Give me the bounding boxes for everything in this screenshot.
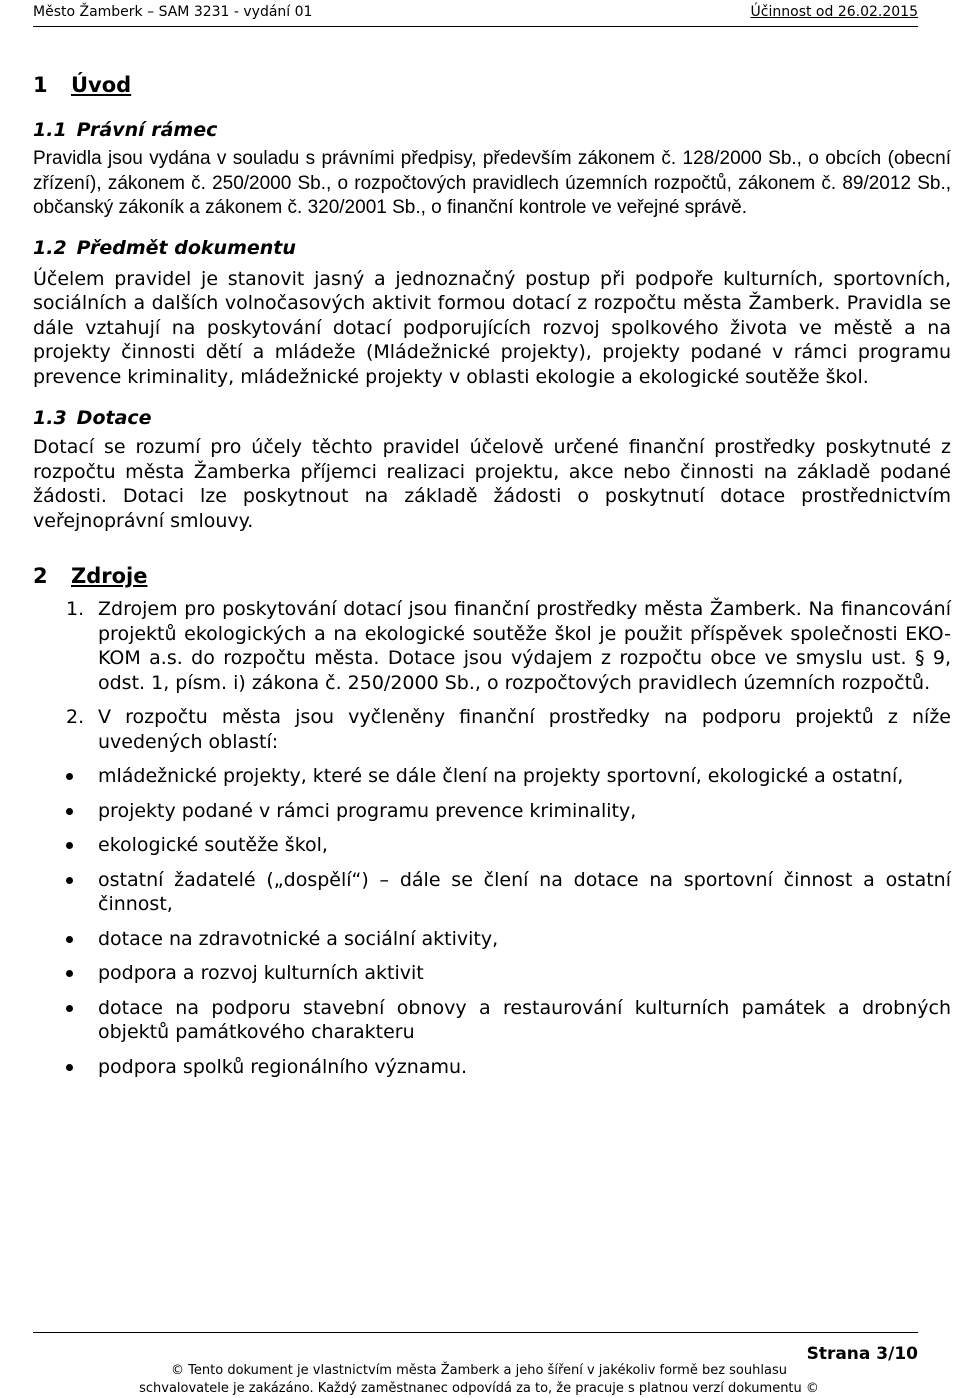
list-number: 1. <box>66 598 85 620</box>
subsection-number: 1.3 <box>33 407 67 429</box>
header-effective-date: Účinnost od 26.02.2015 <box>750 4 918 20</box>
list-text: Zdrojem pro poskytování dotací jsou finanční prostředky města Žamberk. Na financování projektů ekologických a na ekologické soutěže škol je použit příspěvek společnosti EKO-KOM a.s. do rozpočtu města. Dotace jsou výdajem z rozpočtu obce ve smyslu ust. § 9, odst. 1, písm. i) zákona č. 250/2000 Sb., o rozpočtových pravidlech územních rozpočtů. <box>98 598 951 694</box>
header-document-id: Město Žamberk – SAM 3231 - vydání 01 <box>33 4 313 20</box>
subsection-number: 1.2 <box>33 236 67 259</box>
list-item <box>33 833 951 858</box>
section-number: 2 <box>33 564 48 588</box>
bullet-icon <box>66 808 73 815</box>
list-item <box>33 868 951 917</box>
bullet-icon <box>66 1005 73 1012</box>
bullet-icon <box>66 1064 73 1071</box>
copyright-line-2: schvalovatele je zakázáno. Každý zaměstnanec odpovídá za to, že pracuje s platnou verzí dokumentu © <box>139 1381 819 1396</box>
bullet-list <box>33 764 951 1079</box>
list-text: dotace na zdravotnické a sociální aktivity, <box>98 927 499 950</box>
bullet-icon <box>66 842 73 849</box>
list-text: podpora a rozvoj kulturních aktivit <box>98 962 424 984</box>
list-item <box>33 764 951 789</box>
list-text: ostatní žadatelé („dospělí“) – dále se člení na dotace na sportovní činnost a ostatní činnost, <box>98 868 951 915</box>
section-title: Úvod <box>71 73 132 97</box>
list-text: podpora spolků regionálního významu. <box>98 1055 468 1078</box>
bullet-icon <box>66 877 73 884</box>
subsection-1-1-heading <box>33 115 951 145</box>
list-item <box>33 597 951 695</box>
paragraph-subsidy: Dotací se rozumí pro účely těchto pravidel účelově určené finanční prostředky poskytnuté z rozpočtu města Žamberka příjemci realizaci projektu, akce nebo činnosti na základě podané žádosti. Dotaci lze poskytnout na základě žádosti o poskytnutí dotace prostřednictvím veřejnoprávní smlouvy. <box>33 436 951 532</box>
paragraph-document-subject: Účelem pravidel je stanovit jasný a jednoznačný postup při podpoře kulturních, sportovních, sociálních a dalších volnočasových aktivit formou dotací z rozpočtu města Žamberk. Pravidla se dále vztahují na poskytování dotací podporujících rozvoj spolkového života ve městě a na projekty činnosti dětí a mládeže (Mládežnické projekty), projekty podané v rámci programu prevence kriminality, mládežnické projekty v oblasti ekologie a ekologické soutěže škol. <box>33 267 951 388</box>
footer-divider <box>33 1332 918 1333</box>
subsection-number: 1.1 <box>33 119 67 141</box>
list-item <box>33 927 951 952</box>
numbered-list <box>33 597 951 754</box>
copyright-notice <box>139 1362 819 1398</box>
section-title: Zdroje <box>71 564 148 588</box>
list-item <box>33 996 951 1045</box>
list-number: 2. <box>66 706 85 728</box>
list-text: V rozpočtu města jsou vyčleněny finanční prostředky na podporu projektů z níže uvedených oblastí: <box>98 706 951 753</box>
list-text: projekty podané v rámci programu prevence kriminality, <box>98 799 637 822</box>
paragraph-legal-framework: Pravidla jsou vydána v souladu s právními předpisy, především zákonem č. 128/2000 Sb., o obcích (obecní zřízení), zákonem č. 250/2000 Sb., o rozpočtových pravidlech územních rozpočtů, zákonem č. 89/2012 Sb., občanský zákoník a zákonem č. 320/2001 Sb., o finanční kontrole ve veřejné správě. <box>33 148 951 218</box>
subsection-1-2-heading <box>33 233 951 263</box>
list-text: dotace na podporu stavební obnovy a restaurování kulturních památek a drobných objektů památkového charakteru <box>98 996 951 1043</box>
page-number: Strana 3/10 <box>806 1344 918 1364</box>
subsection-title: Předmět dokumentu <box>76 236 296 259</box>
section-1-heading <box>33 68 951 102</box>
list-text: ekologické soutěže škol, <box>98 834 328 856</box>
list-item <box>33 705 951 754</box>
list-item <box>33 799 951 824</box>
list-item <box>33 1055 951 1080</box>
section-2-heading <box>33 559 951 593</box>
list-item <box>33 961 951 986</box>
section-number: 1 <box>33 73 48 97</box>
bullet-icon <box>66 773 73 780</box>
subsection-title: Dotace <box>76 407 152 429</box>
page-header <box>33 0 918 27</box>
subsection-title: Právní rámec <box>76 119 218 141</box>
document-body <box>33 68 951 1089</box>
bullet-icon <box>66 970 73 977</box>
bullet-icon <box>66 936 73 943</box>
copyright-line-1: © Tento dokument je vlastnictvím města Žamberk a jeho šíření v jakékoliv formě bez souhlasu <box>171 1363 787 1378</box>
list-text: mládežnické projekty, které se dále člení na projekty sportovní, ekologické a ostatní, <box>98 765 904 787</box>
subsection-1-3-heading <box>33 403 951 433</box>
